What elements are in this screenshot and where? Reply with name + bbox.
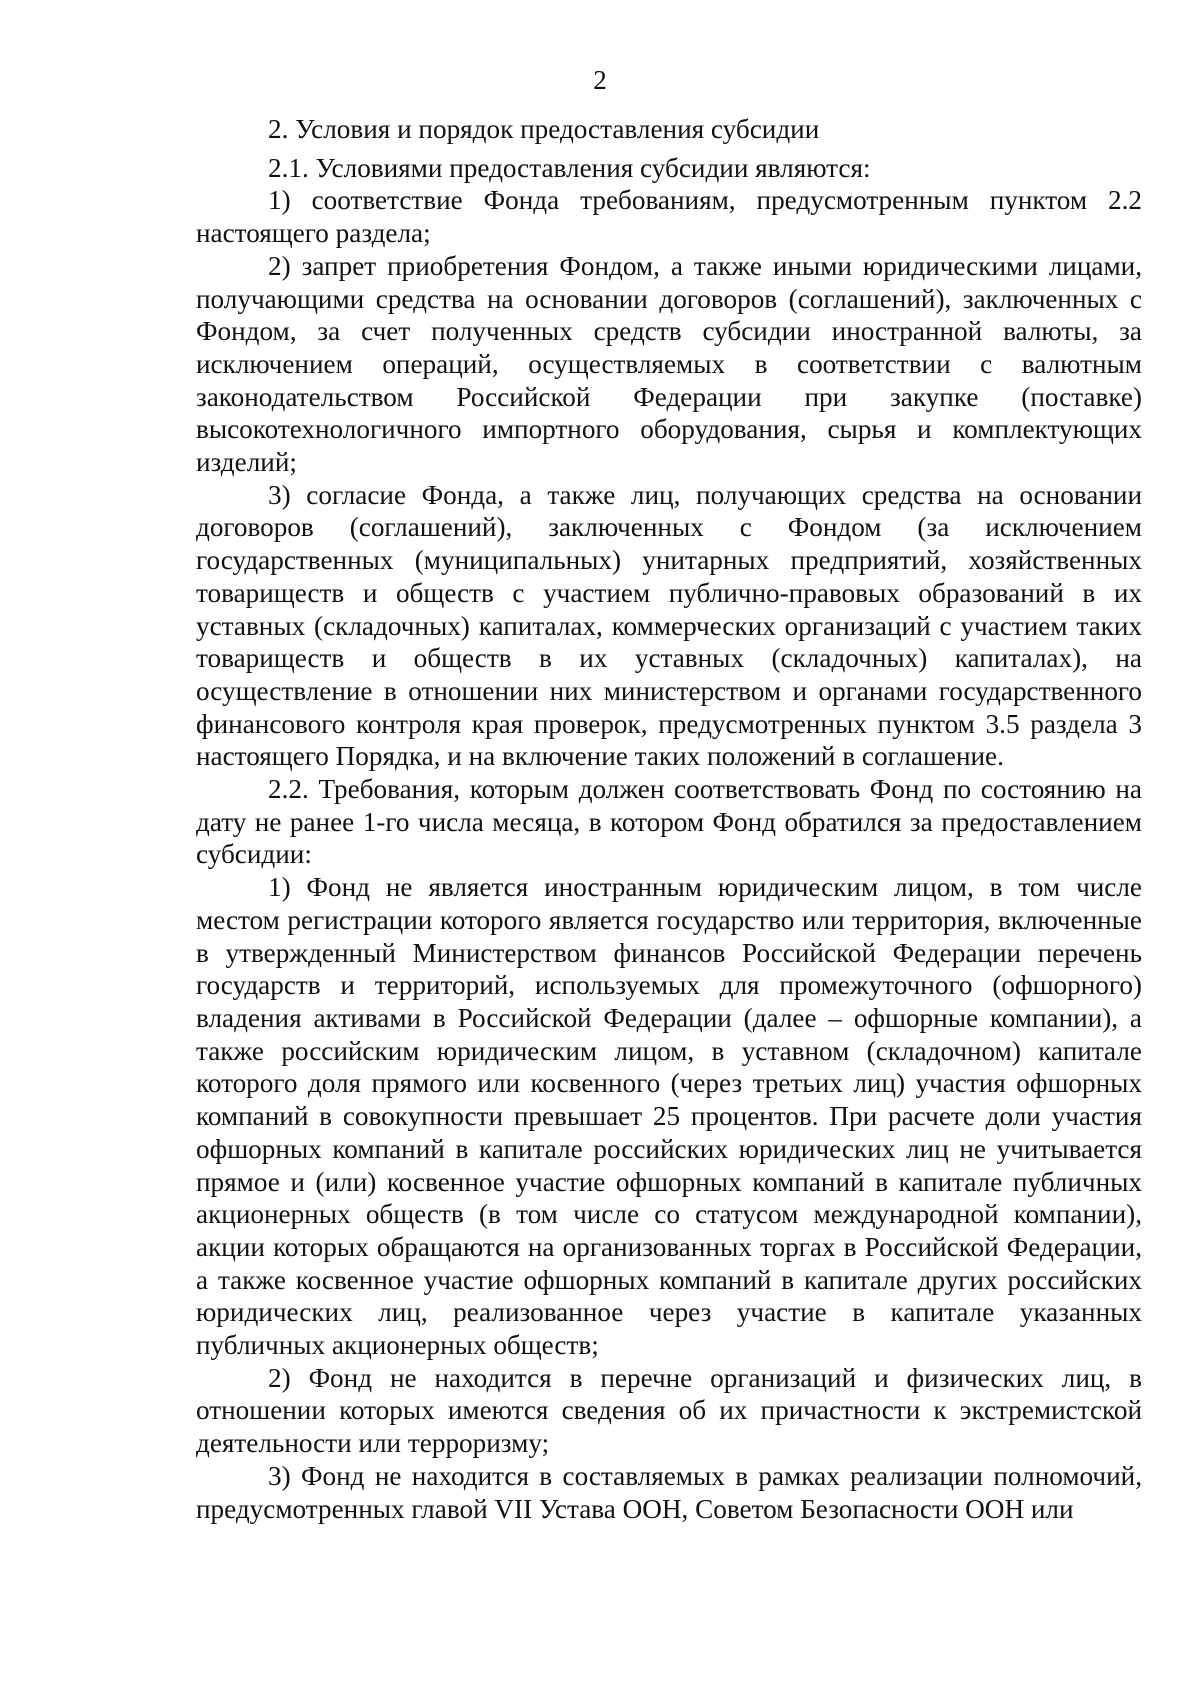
page-number: 2 — [593, 65, 607, 95]
paragraph-2-1-item-2: 2) запрет приобретения Фондом, а также иными юридическими лицами, получающими средства на основании договоров (соглашений), заключенных с Фондом, за счет полученных средств субсидии иностранной валюты, за исключением операций, осуществляемых в соответствии с валютным законодательством Российской Федерации при закупке (поставке) высокотехнологичного импортного оборудования, сырья и комплектующих изделий; — [196, 250, 1142, 478]
document-body — [196, 113, 1142, 1525]
paragraph-2-2-item-2: 2) Фонд не находится в перечне организаций и физических лиц, в отношении которых имеются сведения об их причастности к экстремистской деятельности или терроризму; — [196, 1362, 1142, 1459]
paragraph-2-2-item-3: 3) Фонд не находится в составляемых в рамках реализации полномочий, предусмотренных главой VII Устава ООН, Советом Безопасности ООН или — [196, 1460, 1142, 1524]
paragraph-2-1: 2.1. Условиями предоставления субсидии являются: — [268, 152, 871, 183]
paragraph-2-2: 2.2. Требования, которым должен соответствовать Фонд по состоянию на дату не ранее 1-го числа месяца, в котором Фонд обратился за предоставлением субсидии: — [196, 774, 1142, 870]
paragraph-2-1-item-1: 1) соответствие Фонда требованиям, предусмотренным пунктом 2.2 настоящего раздела; — [196, 185, 1142, 249]
paragraph-2-1-item-3: 3) согласие Фонда, а также лиц, получающих средства на основании договоров (соглашений), заключенных с Фондом (за исключением государственных (муниципальных) унитарных предприятий, хозяйственных товариществ и обществ с участием публично-правовых образований в их уставных (складочных) капиталах, коммерческих организаций с участием таких товариществ и обществ в их уставных (складочных) капиталах), на осуществление в отношении них министерством и органами государственного финансового контроля края проверок, предусмотренных пунктом 3.5 раздела 3 настоящего Порядка, и на включение таких положений в соглашение. — [196, 479, 1142, 772]
paragraph-2-2-item-1: 1) Фонд не является иностранным юридическим лицом, в том числе местом регистрации которого является государство или территория, включенные в утвержденный Министерством финансов Российской Федерации перечень государств и территорий, используемых для промежуточного (офшорного) владения активами в Российской Федерации (далее – офшорные компании), а также российским юридическим лицом, в уставном (складочном) капитале которого доля прямого или косвенного (через третьих лиц) участия офшорных компаний в совокупности превышает 25 процентов. При расчете доли участия офшорных компаний в капитале российских юридических лиц не учитывается прямое и (или) косвенное участие офшорных компаний в капитале публичных акционерных обществ (в том числе со статусом международной компании), акции которых обращаются на организованных торгах в Российской Федерации, а также косвенное участие офшорных компаний в капитале других российских юридических лиц, реализованное через участие в капитале указанных публичных акционерных обществ; — [196, 872, 1142, 1361]
section-title: 2. Условия и порядок предоставления субсидии — [268, 114, 820, 144]
